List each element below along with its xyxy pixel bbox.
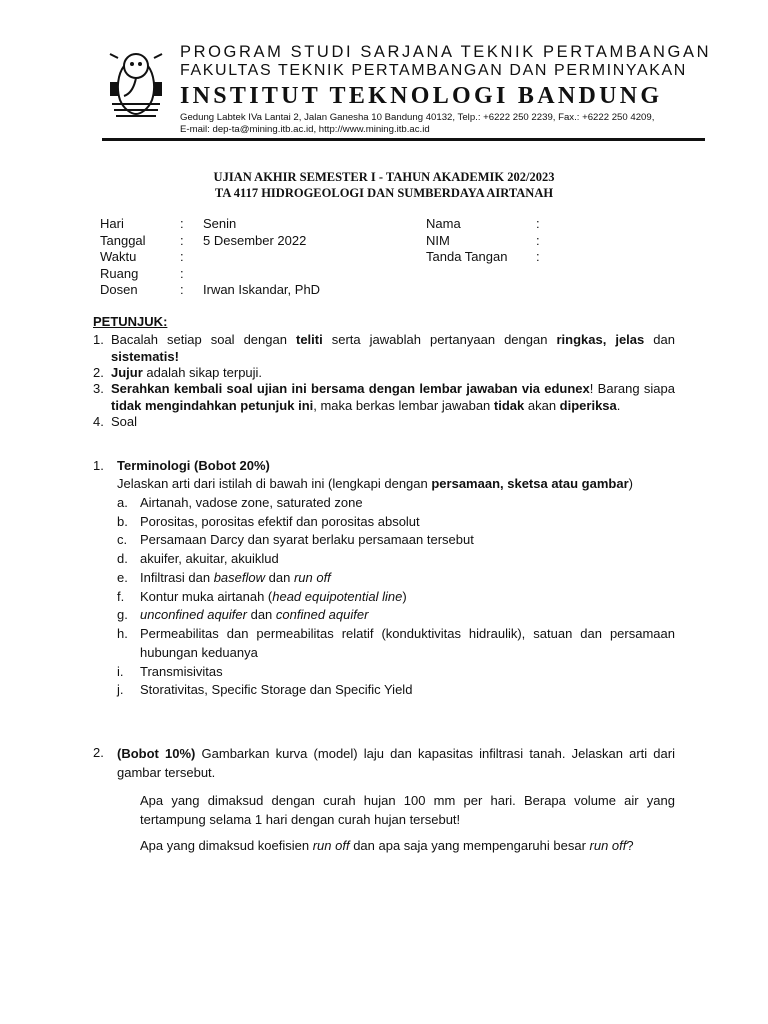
item-letter: c.: [117, 532, 128, 547]
q1-item-j: Storativitas, Specific Storage dan Specific Yield: [140, 682, 413, 697]
info-sep: :: [180, 216, 184, 231]
q1-item-h-cont: hubungan keduanya: [140, 645, 258, 660]
list-number: 1.: [93, 332, 104, 347]
header-contact: E-mail: dep-ta@mining.itb.ac.id, http://www.mining.itb.ac.id: [180, 124, 430, 135]
info-label: Dosen: [100, 282, 138, 297]
item-letter: b.: [117, 514, 128, 529]
header-divider: [102, 138, 705, 141]
list-number: 3.: [93, 381, 104, 396]
q1-item-i: Transmisivitas: [140, 664, 223, 679]
q1-item-f: Kontur muka airtanah (head equipotential line): [140, 589, 407, 604]
q1-item-d: akuifer, akuitar, akuiklud: [140, 551, 279, 566]
petunjuk-item-3: Serahkan kembali soal ujian ini bersama dengan lembar jawaban via edunex! Barang siapa tidak mengindahkan petunjuk ini, maka berkas lembar jawaban tidak akan diperiksa.: [111, 381, 675, 413]
list-number: 4.: [93, 414, 104, 429]
itb-logo-icon: [104, 44, 168, 124]
info-sep: :: [536, 233, 540, 248]
list-number: 2.: [93, 365, 104, 380]
course-title: TA 4117 HIDROGEOLOGI DAN SUMBERDAYA AIRTANAH: [214, 186, 554, 200]
question-2-para-2: Apa yang dimaksud dengan curah hujan 100 mm per hari. Berapa volume air yang tertampung selama 1 hari dengan curah hujan tersebut!: [140, 793, 675, 827]
q1-item-c: Persamaan Darcy dan syarat berlaku persamaan tersebut: [140, 532, 474, 547]
info-label: NIM: [426, 233, 450, 248]
info-sep: :: [180, 266, 184, 281]
info-value-dosen: Irwan Iskandar, PhD: [203, 282, 321, 297]
question-number: 2.: [93, 745, 104, 760]
item-letter: e.: [117, 570, 128, 585]
header-faculty: FAKULTAS TEKNIK PERTAMBANGAN DAN PERMINYAKAN: [180, 62, 687, 79]
item-letter: j.: [117, 682, 124, 697]
item-letter: a.: [117, 495, 128, 510]
header-address: Gedung Labtek IVa Lantai 2, Jalan Ganesha 10 Bandung 40132, Telp.: +6222 250 2239, Fax.: +6222 250 4209,: [180, 112, 655, 123]
petunjuk-item-1: Bacalah setiap soal dengan teliti serta jawablah pertanyaan dengan ringkas, jelas dan sistematis!: [111, 332, 675, 364]
question-1-title: Terminologi (Bobot 20%): [117, 458, 270, 473]
item-letter: f.: [117, 589, 125, 604]
info-sep: :: [180, 282, 184, 297]
exam-title: UJIAN AKHIR SEMESTER I - TAHUN AKADEMIK 202/2023: [213, 170, 555, 184]
info-label: Hari: [100, 216, 124, 231]
petunjuk-heading: PETUNJUK:: [93, 314, 168, 329]
question-2-para-3: Apa yang dimaksud koefisien run off dan apa saja yang mempengaruhi besar run off?: [140, 838, 634, 853]
header-institute: INSTITUT TEKNOLOGI BANDUNG: [180, 83, 663, 109]
petunjuk-item-4: Soal: [111, 414, 138, 429]
info-sep: :: [536, 216, 540, 231]
info-label: Nama: [426, 216, 461, 231]
petunjuk-item-2: Jujur adalah sikap terpuji.: [111, 365, 263, 380]
info-label: Waktu: [100, 249, 137, 264]
q1-item-g: unconfined aquifer dan confined aquifer: [140, 607, 369, 622]
q1-item-b: Porositas, porositas efektif dan porositas absolut: [140, 514, 420, 529]
info-sep: :: [536, 249, 540, 264]
info-label: Tanda Tangan: [426, 249, 508, 264]
q1-item-h: Permeabilitas dan permeabilitas relatif (konduktivitas hidraulik), satuan dan persamaan: [140, 626, 675, 641]
question-1-intro: Jelaskan arti dari istilah di bawah ini (lengkapi dengan persamaan, sketsa atau gambar): [117, 476, 633, 491]
item-letter: i.: [117, 664, 124, 679]
header-program: PROGRAM STUDI SARJANA TEKNIK PERTAMBANGAN: [180, 43, 712, 61]
info-value-hari: Senin: [203, 216, 237, 231]
q1-item-e: Infiltrasi dan baseflow dan run off: [140, 570, 331, 585]
item-letter: h.: [117, 626, 128, 641]
question-number: 1.: [93, 458, 104, 473]
info-label: Ruang: [100, 266, 139, 281]
question-2-text: (Bobot 10%) Gambarkan kurva (model) laju dan kapasitas infiltrasi tanah. Jelaskan arti dari gambar tersebut.: [117, 746, 675, 780]
info-value-tanggal: 5 Desember 2022: [203, 233, 307, 248]
item-letter: g.: [117, 607, 128, 622]
info-sep: :: [180, 249, 184, 264]
q1-item-a: Airtanah, vadose zone, saturated zone: [140, 495, 363, 510]
info-label: Tanggal: [100, 233, 146, 248]
info-sep: :: [180, 233, 184, 248]
item-letter: d.: [117, 551, 128, 566]
